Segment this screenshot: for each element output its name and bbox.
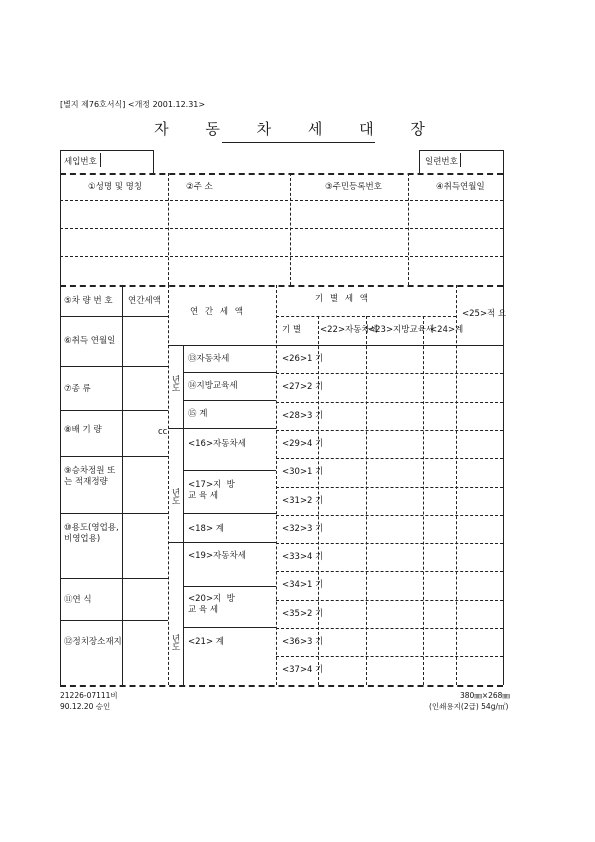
period-label: <27>2 기 — [282, 382, 324, 393]
periodic-col-car-tax: <22>자동차세 — [320, 325, 378, 335]
frame-right — [503, 173, 504, 685]
tax-no-box-left — [60, 150, 61, 173]
displacement-unit: cc — [158, 427, 168, 437]
annual-group-line-1 — [168, 428, 276, 429]
periodic-col-period: 기 별 — [282, 325, 302, 335]
annual-row-line-6 — [183, 627, 276, 628]
serial-no-divider — [460, 153, 461, 167]
annual-item-5: <17>지 방 교 육 세 — [188, 480, 235, 502]
period-row-line — [276, 402, 503, 403]
acq-row-bottom — [60, 366, 168, 367]
annual-row-line-4 — [183, 513, 276, 514]
period-label: <28>3 기 — [282, 410, 324, 421]
owner-header-bottom — [60, 200, 503, 201]
period-row-line — [276, 543, 503, 544]
capacity-label: ⑨승차정원 또 는 적재정량 — [64, 466, 116, 488]
serial-no-box-left — [419, 150, 420, 173]
owner-section-bottom — [60, 285, 503, 287]
capacity-row-bottom — [60, 513, 168, 514]
owner-row-1 — [60, 228, 503, 229]
footer-size: 380㎜×268㎜ — [460, 691, 510, 700]
annual-item-9: <21> 계 — [188, 637, 224, 647]
annual-item-8: <20>지 방 교 육 세 — [188, 594, 235, 616]
tax-no-box-top — [60, 150, 153, 151]
period-row-line — [276, 656, 503, 657]
period-label: <36>3 기 — [282, 637, 324, 647]
periodic-col-3 — [423, 316, 424, 685]
plate-row-bottom — [60, 316, 168, 317]
tax-no-label: 세입번호 — [64, 157, 97, 167]
year-mark-3: 년도 — [170, 634, 180, 651]
period-row-line — [276, 600, 503, 601]
owner-name-header: ①성명 및 명칭 — [88, 182, 143, 192]
annual-item-6: <18> 계 — [188, 524, 224, 534]
annual-item-2: ⑭지방교육세 — [188, 381, 238, 391]
title-underline — [222, 142, 375, 143]
owner-col-2 — [290, 173, 291, 285]
period-row-line — [276, 487, 503, 488]
annual-row-line-5 — [183, 586, 276, 587]
period-label: <33>4 기 — [282, 552, 324, 563]
page-title: 자 동 차 세 대 장 — [154, 120, 441, 138]
usage-row-bottom — [60, 578, 168, 579]
period-label: <34>1 기 — [282, 580, 324, 591]
period-row-line — [276, 430, 503, 431]
acq-date-label: ⑥취득 연월일 — [64, 336, 116, 346]
annual-item-1: ⑬자동차세 — [188, 354, 230, 364]
owner-address-header: ②주 소 — [186, 182, 213, 192]
period-label: <31>2 기 — [282, 495, 324, 506]
periodic-cols-bottom — [276, 345, 503, 346]
period-label: <26>1 기 — [282, 354, 324, 364]
tax-no-box-right — [153, 150, 154, 173]
tax-no-divider — [100, 153, 101, 167]
annual-row-line-2 — [183, 400, 276, 401]
remarks-header: <25>적 요 — [462, 309, 507, 319]
spec-label: ⑫정치장소재지 — [64, 637, 122, 647]
owner-id-header: ③주민등록번호 — [325, 182, 382, 192]
frame-top — [60, 173, 503, 175]
periodic-col-total: <24>계 — [430, 325, 464, 335]
frame-left — [60, 173, 61, 685]
annual-row-line-1 — [183, 372, 276, 373]
type-row-bottom — [60, 410, 168, 411]
plate-label: ⑤차 량 번 호 — [64, 296, 113, 306]
annual-item-7: <19>자동차세 — [188, 551, 246, 561]
annual-tax-header: 연 간 세 액 — [190, 307, 245, 317]
owner-row-2 — [60, 256, 503, 257]
displacement-row-bottom — [60, 456, 168, 457]
period-label: <35>2 기 — [282, 608, 324, 619]
serial-no-box-top — [419, 150, 503, 151]
footer-approval: 90.12.20 승인 — [60, 702, 111, 711]
periodic-col-2 — [366, 316, 367, 685]
owner-col-1 — [168, 173, 169, 285]
annual-item-3: ⑮ 계 — [188, 409, 208, 419]
owner-acq-header: ④취득연월일 — [436, 182, 485, 192]
period-row-line — [276, 458, 503, 459]
owner-col-3 — [408, 173, 409, 285]
period-row-line — [276, 628, 503, 629]
serial-no-label: 일련번호 — [425, 157, 458, 167]
period-label: <29>4 기 — [282, 438, 324, 449]
footer-paper: (인쇄용지(2급) 54g/㎡) — [429, 702, 509, 711]
period-label: <37>4 기 — [282, 665, 324, 676]
period-label: <30>1 기 — [282, 467, 324, 478]
year-mark-1: 년도 — [170, 375, 180, 392]
annual-tax-label: 연간세액 — [128, 296, 161, 306]
annual-item-4: <16>자동차세 — [188, 439, 246, 449]
period-row-line — [276, 373, 503, 374]
periodic-header: 기 별 세 액 — [315, 294, 370, 304]
period-row-line — [276, 515, 503, 516]
displacement-label: ⑧배 기 량 — [64, 425, 102, 435]
periodic-col-edu-tax: <23>지방교육세 — [368, 325, 435, 335]
usage-label: ⑩용도(영업용, 비영업용) — [64, 523, 119, 545]
form-reference: [별지 제76호서식] <개정 2001.12.31> — [60, 100, 206, 109]
vehicle-col-1 — [122, 285, 123, 685]
year-mark-2: 년도 — [170, 488, 180, 505]
period-label: <32>3 기 — [282, 523, 324, 534]
year-row-bottom — [60, 620, 168, 621]
frame-bottom — [60, 685, 503, 687]
serial-no-box-right — [503, 150, 504, 173]
annual-group-line-2 — [168, 542, 276, 543]
annual-header-bottom — [168, 345, 276, 346]
period-row-line — [276, 571, 503, 572]
footer-code: 21226-07111비 — [60, 691, 118, 700]
annual-row-line-3 — [183, 470, 276, 471]
year-column-right — [183, 345, 184, 685]
type-label: ⑦종 류 — [64, 384, 91, 394]
year-label: ⑪연 식 — [64, 595, 92, 605]
